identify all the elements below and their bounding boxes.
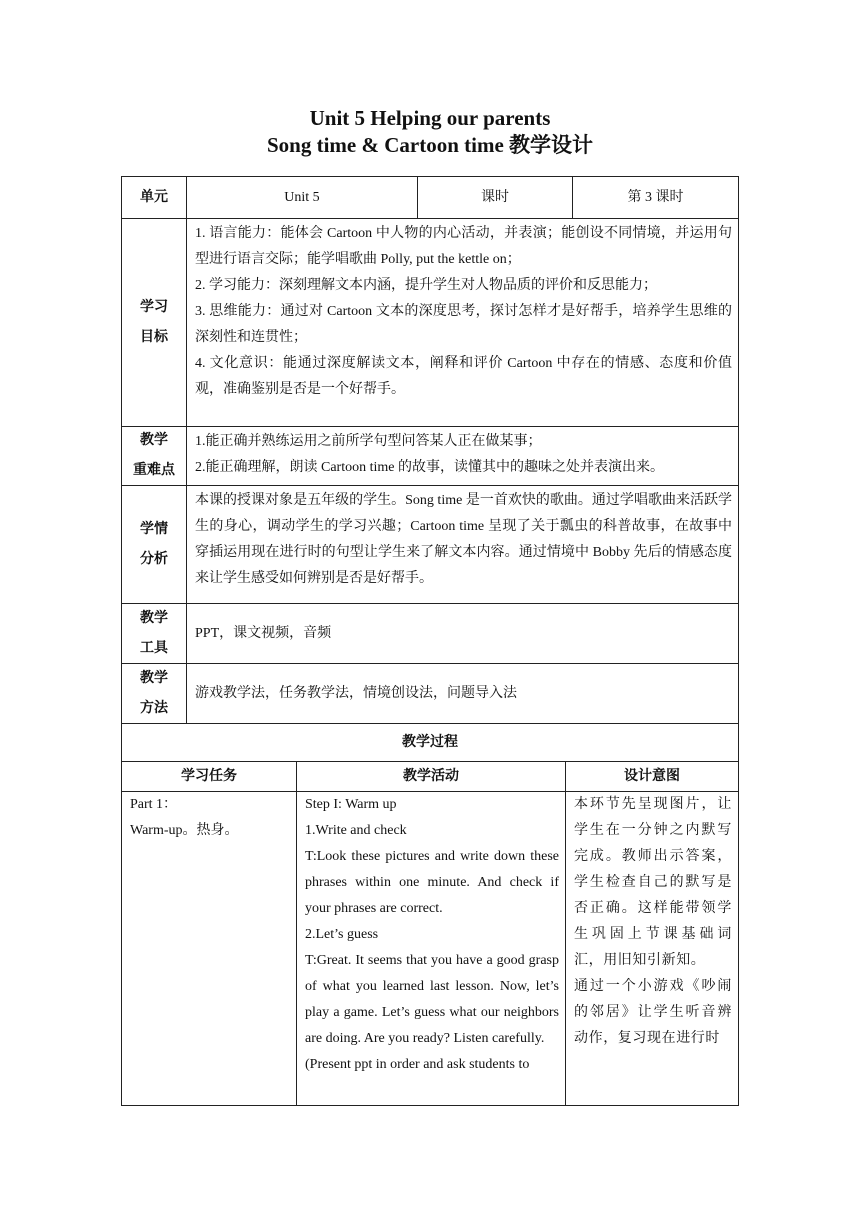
period-label: 课时 — [418, 177, 573, 219]
tools-content: PPT，课文视频，音频 — [187, 604, 739, 664]
intent-paragraph: 通过一个小游戏《吵闹的邻居》让学生听音辨动作，复习现在进行时 — [574, 979, 732, 1046]
document-title-line1: Unit 5 Helping our parents — [309, 106, 551, 130]
intent-cell — [566, 792, 739, 1106]
objectives-label: 学习 目标 — [122, 219, 187, 427]
teaching-process-table — [121, 723, 739, 1106]
analysis-content: 本课的授课对象是五年级的学生。Song time 是一首欢快的歌曲。通过学唱歌曲来活跃学生的身心，调动学生的学习兴趣；Cartoon time 呈现了关于瓢虫的科普故事，在故事中穿插运用现在进行时的句型让学生来了解文本内容。通过情境中 Bobby 先后的情感态度来让学生感受如何辨别是否是好帮手。 — [187, 486, 739, 604]
methods-content: 游戏教学法，任务教学法，情境创设法，问题导入法 — [187, 664, 739, 724]
activity-line: (Present ppt in order and ask students to — [305, 1057, 530, 1072]
intent-paragraph: 本环节先呈现图片，让学生在一分钟之内默写完成。教师出示答案，学生检查自己的默写是否正确。这样能带领学生巩固上节课基础词汇，用旧知引新知。 — [574, 797, 732, 968]
column-header-task: 学习任务 — [122, 762, 297, 792]
unit-label: 单元 — [122, 177, 187, 219]
keypoint-item: 1.能正确并熟练运用之前所学句型问答某人正在做某事； — [195, 434, 542, 449]
activity-cell — [297, 792, 566, 1106]
objective-item: 3. 思维能力：通过对 Cartoon 文本的深度思考，探讨怎样才是好帮手，培养学生思维的深刻性和连贯性； — [195, 304, 732, 345]
objectives-content — [187, 219, 739, 427]
period-value: 第 3 课时 — [573, 177, 739, 219]
document-title-line2: Song time & Cartoon time 教学设计 — [266, 133, 594, 157]
objective-item: 2. 学习能力：深刻理解文本内涵，提升学生对人物品质的评价和反思能力； — [195, 278, 657, 293]
objective-item: 4. 文化意识：能通过深度解读文本，阐释和评价 Cartoon 中存在的情感、态度和价值观，准确鉴别是否是一个好帮手。 — [195, 356, 732, 397]
lesson-info-table — [121, 176, 739, 724]
column-header-intent: 设计意图 — [566, 762, 739, 792]
column-header-activity: 教学活动 — [297, 762, 566, 792]
task-name: Warm-up。热身。 — [130, 823, 239, 838]
unit-value: Unit 5 — [187, 177, 418, 219]
process-heading: 教学过程 — [122, 724, 739, 762]
activity-line: T:Look these pictures and write down these phrases within one minute. And check if your phrases are correct. — [305, 849, 559, 916]
methods-label: 教学 方法 — [122, 664, 187, 724]
activity-line: 1.Write and check — [305, 823, 407, 838]
keypoints-label: 教学 重难点 — [122, 427, 187, 486]
activity-line: Step I: Warm up — [305, 797, 397, 812]
analysis-label: 学情 分析 — [122, 486, 187, 604]
task-cell — [122, 792, 297, 1106]
keypoints-content — [187, 427, 739, 486]
objective-item: 1. 语言能力：能体会 Cartoon 中人物的内心活动，并表演；能创设不同情境，并运用句型进行语言交际；能学唱歌曲 Polly, put the kettle on； — [195, 226, 732, 267]
activity-line: T:Great. It seems that you have a good grasp of what you learned last lesson. Now, let’s play a game. Let’s guess what our neighbors are doing. Are you ready? Listen carefully. — [305, 953, 559, 1046]
keypoint-item: 2.能正确理解，朗读 Cartoon time 的故事，读懂其中的趣味之处并表演出来。 — [195, 460, 664, 475]
activity-line: 2.Let’s guess — [305, 927, 379, 942]
task-part: Part 1： — [130, 797, 178, 812]
tools-label: 教学 工具 — [122, 604, 187, 664]
